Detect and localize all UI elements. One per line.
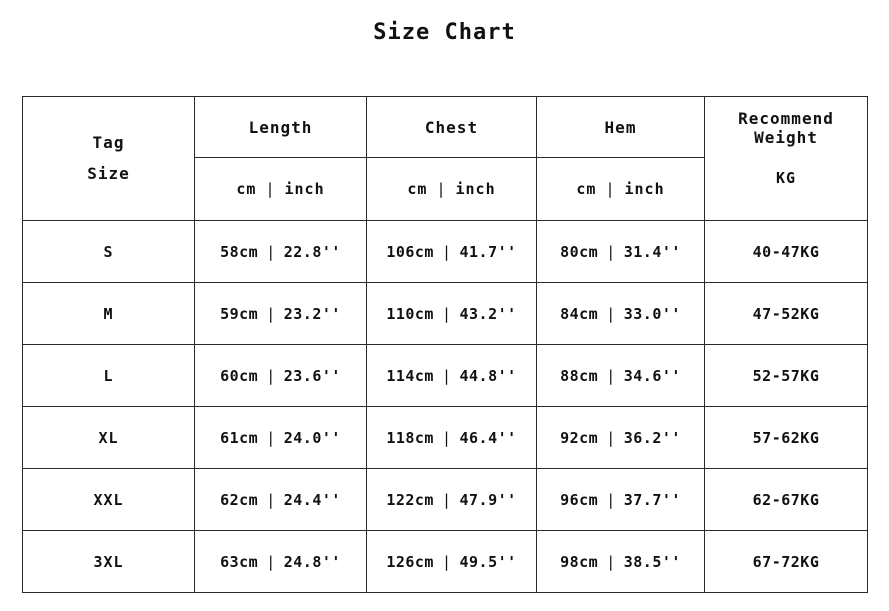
page-title: Size Chart	[373, 20, 516, 45]
row-weight: 47-52KG	[705, 283, 868, 345]
header-recommend-weight	[705, 97, 868, 221]
row-hem-sep: |	[606, 366, 616, 385]
header-length-unit-inch: inch	[284, 180, 325, 198]
row-hem-inch: 34.6''	[623, 366, 681, 385]
row-chest-cm: 118cm	[386, 428, 434, 447]
row-hem	[537, 531, 705, 593]
row-length-cm: 60cm	[220, 366, 259, 385]
row-hem-sep: |	[606, 304, 616, 323]
row-chest-cm: 114cm	[386, 366, 434, 385]
row-hem-inch: 31.4''	[623, 242, 681, 261]
row-chest-sep: |	[441, 552, 452, 571]
row-chest-inch: 44.8''	[459, 366, 517, 385]
header-chest-unit-cm: cm	[407, 180, 428, 198]
row-chest-cm: 106cm	[386, 242, 434, 261]
row-hem-sep: |	[606, 552, 616, 571]
row-hem	[537, 221, 705, 283]
row-length-cm: 61cm	[220, 428, 259, 447]
row-chest	[367, 407, 537, 469]
row-hem	[537, 345, 705, 407]
table-row	[23, 283, 868, 345]
row-length	[195, 469, 367, 531]
row-length-sep: |	[266, 304, 276, 323]
row-chest-inch: 47.9''	[459, 490, 517, 509]
size-table	[22, 96, 868, 593]
row-weight: 57-62KG	[705, 407, 868, 469]
header-hem: Hem	[537, 97, 705, 158]
header-tag-size	[23, 97, 195, 221]
table-row	[23, 469, 868, 531]
row-hem-cm: 98cm	[560, 552, 599, 571]
row-length	[195, 345, 367, 407]
table-row	[23, 531, 868, 593]
row-length-cm: 59cm	[220, 304, 259, 323]
header-length: Length	[195, 97, 367, 158]
table-header	[23, 97, 868, 221]
row-length-inch: 24.8''	[283, 552, 341, 571]
row-length-sep: |	[266, 366, 276, 385]
row-length-sep: |	[266, 490, 276, 509]
row-chest-cm: 110cm	[386, 304, 434, 323]
row-hem-inch: 37.7''	[623, 490, 681, 509]
header-hem-unit-sep: |	[605, 180, 616, 198]
row-size-label: L	[23, 345, 195, 407]
row-hem	[537, 283, 705, 345]
table-header-row-main	[23, 97, 868, 158]
row-length-inch: 24.0''	[283, 428, 341, 447]
header-tag-size-line2: Size	[87, 163, 130, 183]
header-chest-unit-sep: |	[436, 180, 447, 198]
header-tag-size-line1: Tag	[92, 133, 125, 153]
header-recommend-weight-label: Recommend Weight	[738, 108, 834, 147]
row-hem-inch: 33.0''	[623, 304, 681, 323]
row-hem	[537, 469, 705, 531]
row-size-label: XL	[23, 407, 195, 469]
header-hem-units	[537, 158, 705, 221]
row-hem-cm: 80cm	[560, 242, 599, 261]
row-length-inch: 23.6''	[283, 366, 341, 385]
row-length	[195, 407, 367, 469]
row-hem-cm: 88cm	[560, 366, 599, 385]
row-chest	[367, 221, 537, 283]
row-chest	[367, 345, 537, 407]
row-size-label: M	[23, 283, 195, 345]
row-hem-sep: |	[606, 490, 616, 509]
header-hem-unit-inch: inch	[624, 180, 665, 198]
row-weight: 62-67KG	[705, 469, 868, 531]
row-length	[195, 221, 367, 283]
row-size-label: 3XL	[23, 531, 195, 593]
row-size-label: XXL	[23, 469, 195, 531]
header-chest-units	[367, 158, 537, 221]
row-hem-sep: |	[606, 242, 616, 261]
table-row	[23, 221, 868, 283]
header-weight-unit: KG	[775, 168, 797, 187]
row-length-cm: 63cm	[220, 552, 259, 571]
header-length-unit-sep: |	[265, 180, 276, 198]
row-hem-cm: 84cm	[560, 304, 599, 323]
row-hem-cm: 92cm	[560, 428, 599, 447]
row-chest-sep: |	[441, 304, 452, 323]
row-chest	[367, 531, 537, 593]
row-hem-inch: 36.2''	[623, 428, 681, 447]
row-chest-sep: |	[441, 242, 452, 261]
row-chest-sep: |	[441, 428, 452, 447]
table-row	[23, 407, 868, 469]
row-chest-sep: |	[441, 490, 452, 509]
table-body	[23, 221, 868, 593]
row-chest-inch: 43.2''	[459, 304, 517, 323]
row-chest	[367, 283, 537, 345]
row-weight: 67-72KG	[705, 531, 868, 593]
row-length-sep: |	[266, 428, 276, 447]
row-length	[195, 283, 367, 345]
row-hem-cm: 96cm	[560, 490, 599, 509]
row-length-sep: |	[266, 552, 276, 571]
row-chest-inch: 49.5''	[459, 552, 517, 571]
size-table-container	[22, 96, 867, 593]
header-chest-unit-inch: inch	[455, 180, 496, 198]
row-weight: 40-47KG	[705, 221, 868, 283]
row-hem-inch: 38.5''	[623, 552, 681, 571]
row-hem-sep: |	[606, 428, 616, 447]
row-length-cm: 58cm	[220, 242, 259, 261]
row-chest-sep: |	[441, 366, 452, 385]
row-chest-inch: 41.7''	[459, 242, 517, 261]
header-length-unit-cm: cm	[236, 180, 257, 198]
row-size-label: S	[23, 221, 195, 283]
row-length-inch: 23.2''	[283, 304, 341, 323]
row-chest-inch: 46.4''	[459, 428, 517, 447]
row-hem	[537, 407, 705, 469]
row-weight: 52-57KG	[705, 345, 868, 407]
header-hem-unit-cm: cm	[576, 180, 597, 198]
row-chest-cm: 126cm	[386, 552, 434, 571]
row-chest-cm: 122cm	[386, 490, 434, 509]
header-length-units	[195, 158, 367, 221]
table-row	[23, 345, 868, 407]
row-length-inch: 24.4''	[283, 490, 341, 509]
row-length	[195, 531, 367, 593]
row-chest	[367, 469, 537, 531]
row-length-inch: 22.8''	[283, 242, 341, 261]
row-length-cm: 62cm	[220, 490, 259, 509]
header-chest: Chest	[367, 97, 537, 158]
row-length-sep: |	[266, 242, 276, 261]
